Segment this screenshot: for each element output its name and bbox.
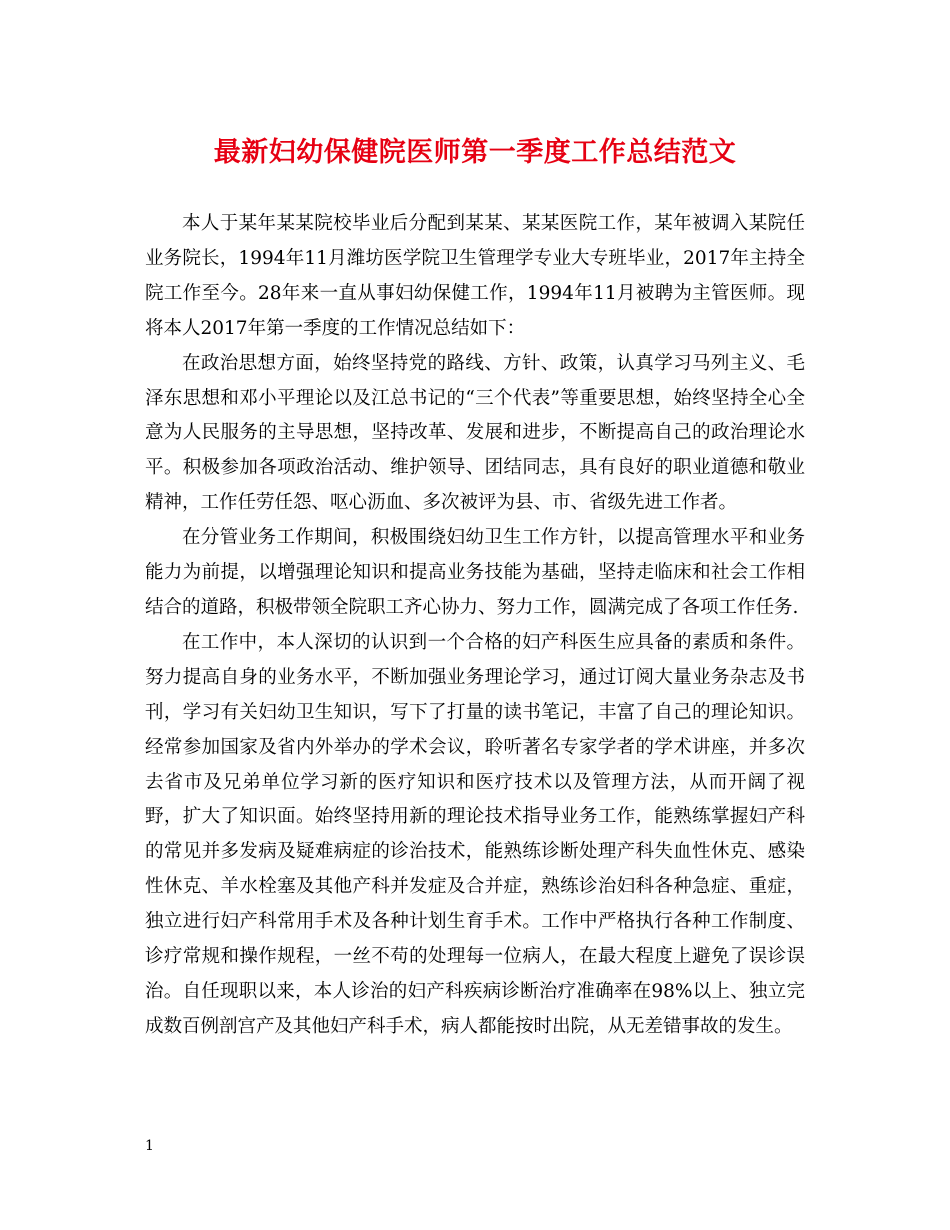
paragraph-political: 在政治思想方面，始终坚持党的路线、方针、政策，认真学习马列主义、毛泽东思想和邓小平理论以及江总书记的“三个代表”等重要思想，始终坚持全心全意为人民服务的主导思想，坚持改革、发展和进步，不断提高自己的政治理论水平。积极参加各项政治活动、维护领导、团结同志，具有良好的职业道德和敬业精神，工作任劳任怨、呕心沥血、多次被评为县、市、省级先进工作者。 [145, 352, 805, 514]
document-body [145, 207, 805, 1045]
paragraph-intro: 本人于某年某某院校毕业后分配到某某、某某医院工作，某年被调入某院任业务院长，1994年11月潍坊医学院卫生管理学专业大专班毕业，2017年主持全院工作至今。28年来一直从事妇幼保健工作，1994年11月被聘为主管医师。现将本人2017年第一季度的工作情况总结如下： [145, 213, 805, 339]
paragraph-work: 在工作中，本人深切的认识到一个合格的妇产科医生应具备的素质和条件。努力提高自身的业务水平，不断加强业务理论学习，通过订阅大量业务杂志及书刊，学习有关妇幼卫生知识，写下了打量的读书笔记，丰富了自己的理论知识。经常参加国家及省内外举办的学术会议，聆听著名专家学者的学术讲座，并多次去省市及兄弟单位学习新的医疗知识和医疗技术以及管理方法，从而开阔了视野，扩大了知识面。始终坚持用新的理论技术指导业务工作，能熟练掌握妇产科的常见并多发病及疑难病症的诊治技术，能熟练诊断处理产科失血性休克、感染性休克、羊水栓塞及其他产科并发症及合并症，熟练诊治妇科各种急症、重症，独立进行妇产科常用手术及各种计划生育手术。工作中严格执行各种工作制度、诊疗常规和操作规程，一丝不苟的处理每一位病人，在最大程度上避免了误诊误治。自任现职以来，本人诊治的妇产科疾病诊断治疗准确率在98%以上、独立完成数百例剖宫产及其他妇产科手术，病人都能按时出院，从无差错事故的发生。 [145, 631, 805, 1037]
page-number: 1 [145, 1138, 154, 1154]
paragraph-management: 在分管业务工作期间，积极围绕妇幼卫生工作方针，以提高管理水平和业务能力为前提，以增强理论知识和提高业务技能为基础，坚持走临床和社会工作相结合的道路，积极带领全院职工齐心协力、努力工作，圆满完成了各项工作任务. [145, 527, 805, 618]
document-title: 最新妇幼保健院医师第一季度工作总结范文 [213, 137, 737, 168]
